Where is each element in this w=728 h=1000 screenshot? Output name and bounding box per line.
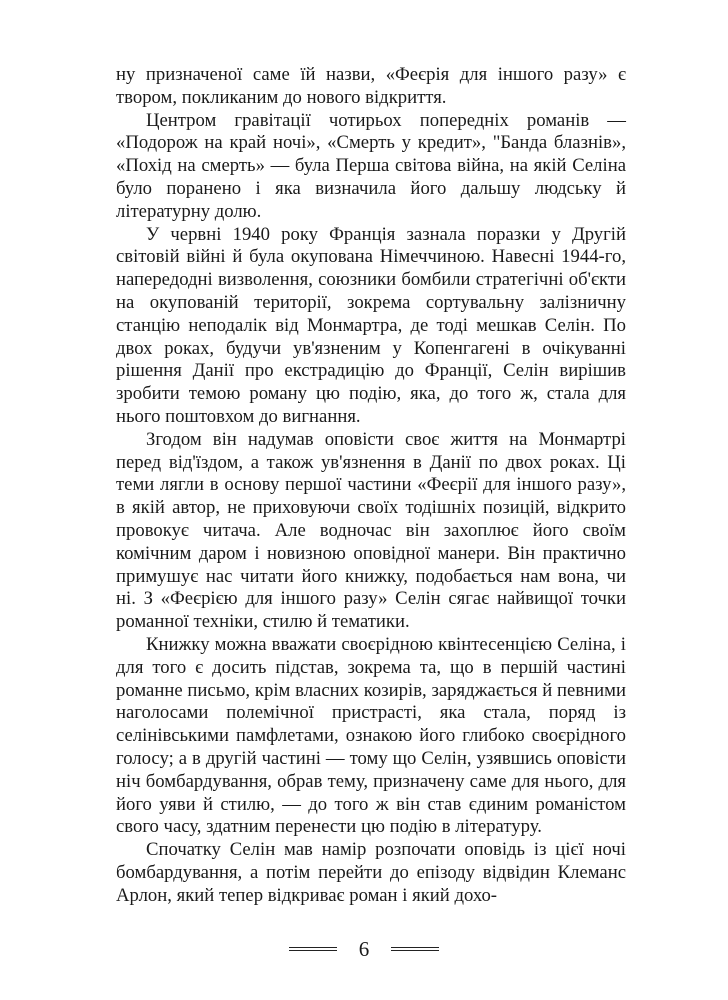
- paragraph: Книжку можна вважати своєрідною квінтесенцією Селіна, і для того є досить підстав, зокрема та, що в першій частині романне письмо, крім власних козирів, заряджається й певними наголосами полемічної пристрасті, яка стала, поряд із селінівськими памфлетами, ознакою його глибоко своєрідного голосу; а в другій частині — тому що Селін, узявшись оповісти ніч бомбардування, обрав тему, призначену саме для нього, для його уяви й стилю, — до того ж він став єдиним романістом свого часу, здатним перенести цю подію в літературу.: [116, 633, 626, 838]
- paragraph: Спочатку Селін мав намір розпочати оповідь із цієї ночі бомбардування, а потім перейти до епізоду відвідин Клеманс Арлон, який тепер відкриває роман і який дохо-: [116, 839, 626, 906]
- left-ornament-rule: [289, 947, 337, 951]
- paragraph: Центром гравітації чотирьох попередніх романів — «Подорож на край ночі», «Смерть у кредит», "Банда блазнів», «Похід на смерть» — була Перша світова війна, на якій Селіна було поранено і яка визначила його дальшу людську й літературну долю.: [116, 109, 626, 222]
- page-number: 6: [358, 937, 370, 961]
- paragraph: Згодом він надумав оповісти своє життя на Монмартрі перед від'їздом, а також ув'язнення в Данії по двох роках. Ці теми лягли в основу першої частини «Феєрії для іншого разу», в якій автор, не приховуючи своїх тодішніх позицій, відкрито провокує читача. Але водночас він захоплює його своїм комічним даром і новизною оповідної манери. Він практично примушує нас читати його книжку, подобається нам вона, чи ні. З «Феєрією для іншого разу» Селін сягає найвищої точки романної техніки, стилю й тематики.: [116, 428, 626, 633]
- paragraph: У червні 1940 року Франція зазнала поразки у Другій світовій війні й була окупована Німеччиною. Навесні 1944-го, напередодні визволення, союзники бомбили стратегічні об'єкти на окупованій території, зокрема сортувальну залізничну станцію неподалік від Монмартра, де тоді мешкав Селін. По двох роках, будучи ув'язненим у Копенгагені в очікуванні рішення Данії про екстрадицію до Франції, Селін вирішив зробити темою роману цю подію, яка, до того ж, стала для нього поштовхом до вигнання.: [116, 223, 626, 427]
- page-footer: [0, 934, 728, 964]
- paragraph-continuation: ну призначеної саме їй назви, «Феєрія для іншого разу» є твором, покликаним до нового відкриття.: [116, 64, 626, 108]
- body-text: [116, 64, 626, 907]
- right-ornament-rule: [391, 947, 439, 951]
